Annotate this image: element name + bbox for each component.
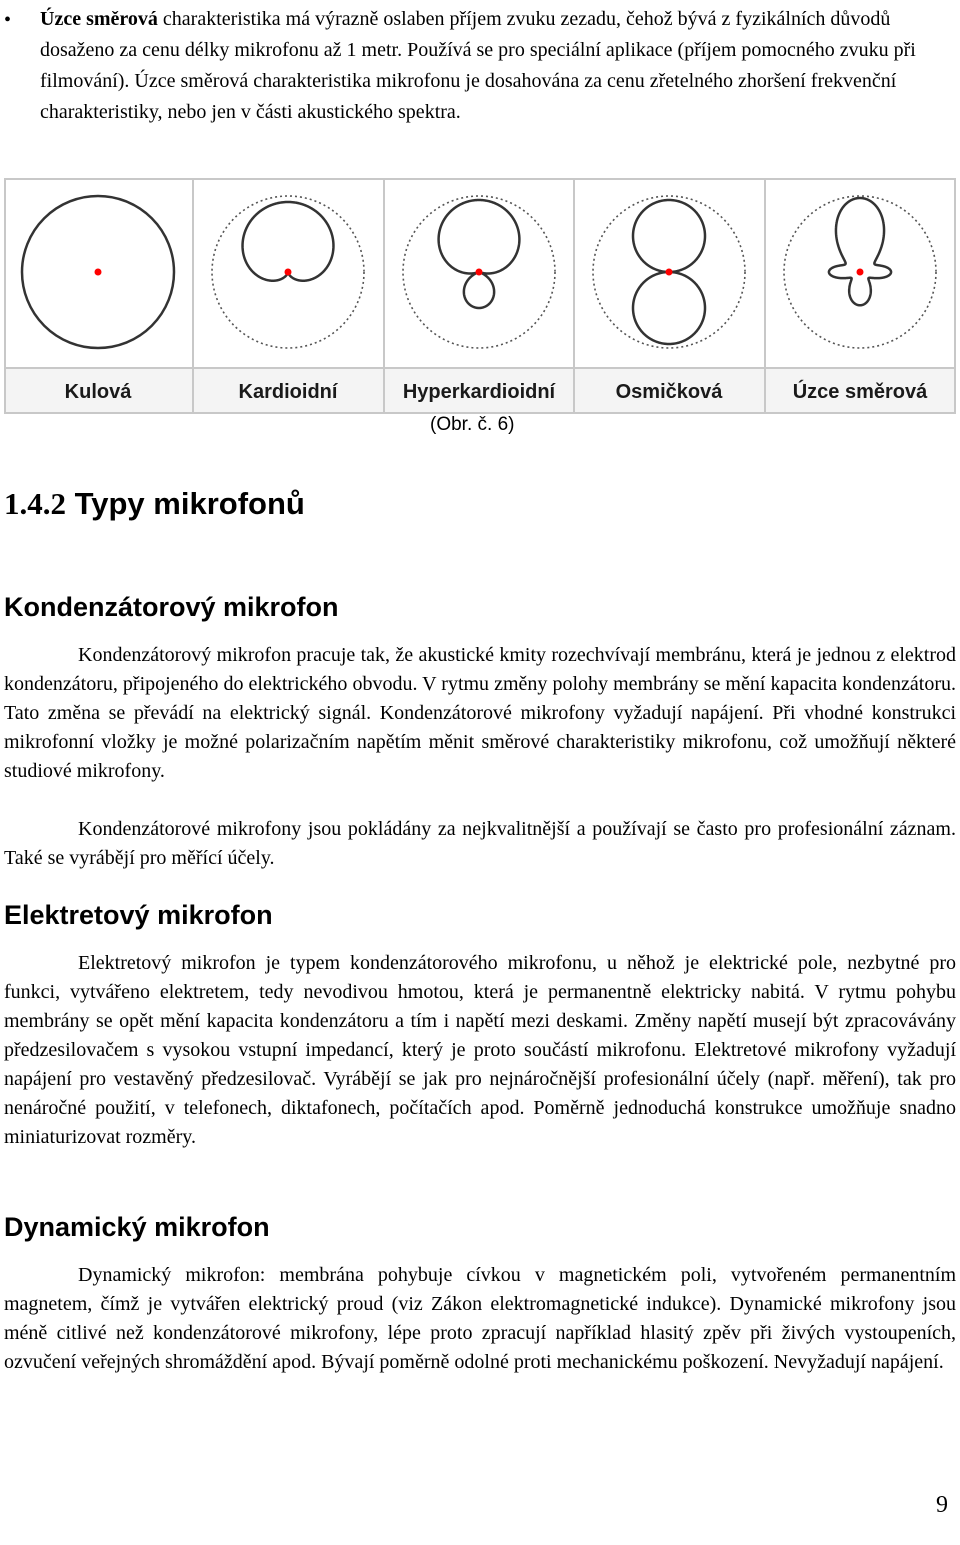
section-title: Typy mikrofonů [66,486,305,521]
section-heading [4,486,305,522]
dynamic-heading: Dynamický mikrofon [4,1212,270,1242]
dynamic-paragraph: Dynamický mikrofon: membrána pohybuje cívkou v magnetickém poli, vytvořeném permanentním magnetem, čímž je vytvářen elektrický proud (viz Zákon elektromagnetické indukce). Dynamické mikrofony jsou méně citlivé než kondenzátorové mikrofony, lépe proto zpracují například hlasitý zpěv při živých vystoupeních, ozvučení veřejných shromáždění apod. Bývají poměrně odolné proti mechanickému poškození. Nevyžadují napájení. [4,1264,956,1373]
page-number: 9 [936,1492,948,1518]
intro-text: charakteristika má výrazně oslaben příjem zvuku zezadu, čehož bývá z fyzikálních důvodů dosaženo za cenu délky mikrofonu až 1 metr. Používá se pro speciální aplikace (příjem pomocného zvuku při filmování). Úzce směrová charakteristika mikrofonu je dosahována za cenu zřetelného zhoršení frekvenční charakteristiky, nebo jen v části akustického spektra. [40,8,916,123]
condenser-heading: Kondenzátorový mikrofon [4,592,339,622]
polar-pattern-figure [4,178,956,414]
label-cardioid: Kardioidní [238,381,338,403]
electret-heading: Elektretový mikrofon [4,900,273,930]
figure-caption: (Obr. č. 6) [430,414,515,435]
intro-term: Úzce směrová [40,8,158,30]
intro-paragraph [40,4,954,128]
condenser-paragraph-2: Kondenzátorové mikrofony jsou pokládány za nejkvalitnější a používají se často pro profesionální záznam. Také se vyrábějí pro měřící účely. [4,818,956,869]
label-omni: Kulová [64,381,132,403]
intro-bullet [4,4,954,128]
label-hypercardioid: Hyperkardioidní [402,381,556,403]
condenser-paragraph-1: Kondenzátorový mikrofon pracuje tak, že akustické kmity rozechvívají membránu, která je jednou z elektrod kondenzátoru, připojeného do elektrického obvodu. V rytmu změny polohy membrány se mění kapacita kondenzátoru. Tato změna se převádí na elektrický signál. Kondenzátorové mikrofony vyžadují napájení. Při vhodné konstrukci mikrofonní vložky je možné polarizačním napětím měnit směrové charakteristiky mikrofonu, což umožňují některé studiové mikrofony. [4,644,956,782]
electret-paragraph: Elektretový mikrofon je typem kondenzátorového mikrofonu, u něhož je elektrické pole, nezbytné pro funkci, vytvářeno elektretem, tedy nevodivou hmotou, která je permanentně elektricky nabitá. V rytmu pohybu membrány se opět mění kapacita kondenzátoru a tím i napětí mezi deskami. Změny napětí musejí být zpracovávány předzesilovačem s vysokou vstupní impedancí, který je proto součástí mikrofonu. Elektretové mikrofony vyžadují napájení pro vestavěný předzesilovač. Vyrábějí se jak pro nejnáročnější profesionální účely (např. měření), tak pro nenáročné použití, v telefonech, diktafonech, počítačích apod. Poměrně jednoduchá konstrukce umožňuje snadno miniaturizovat rozměry. [4,952,956,1148]
section-number: 1.4.2 [4,486,66,521]
label-shotgun: Úzce směrová [792,381,928,403]
label-figure-eight: Osmičková [615,381,723,403]
bullet-icon: • [4,9,12,31]
